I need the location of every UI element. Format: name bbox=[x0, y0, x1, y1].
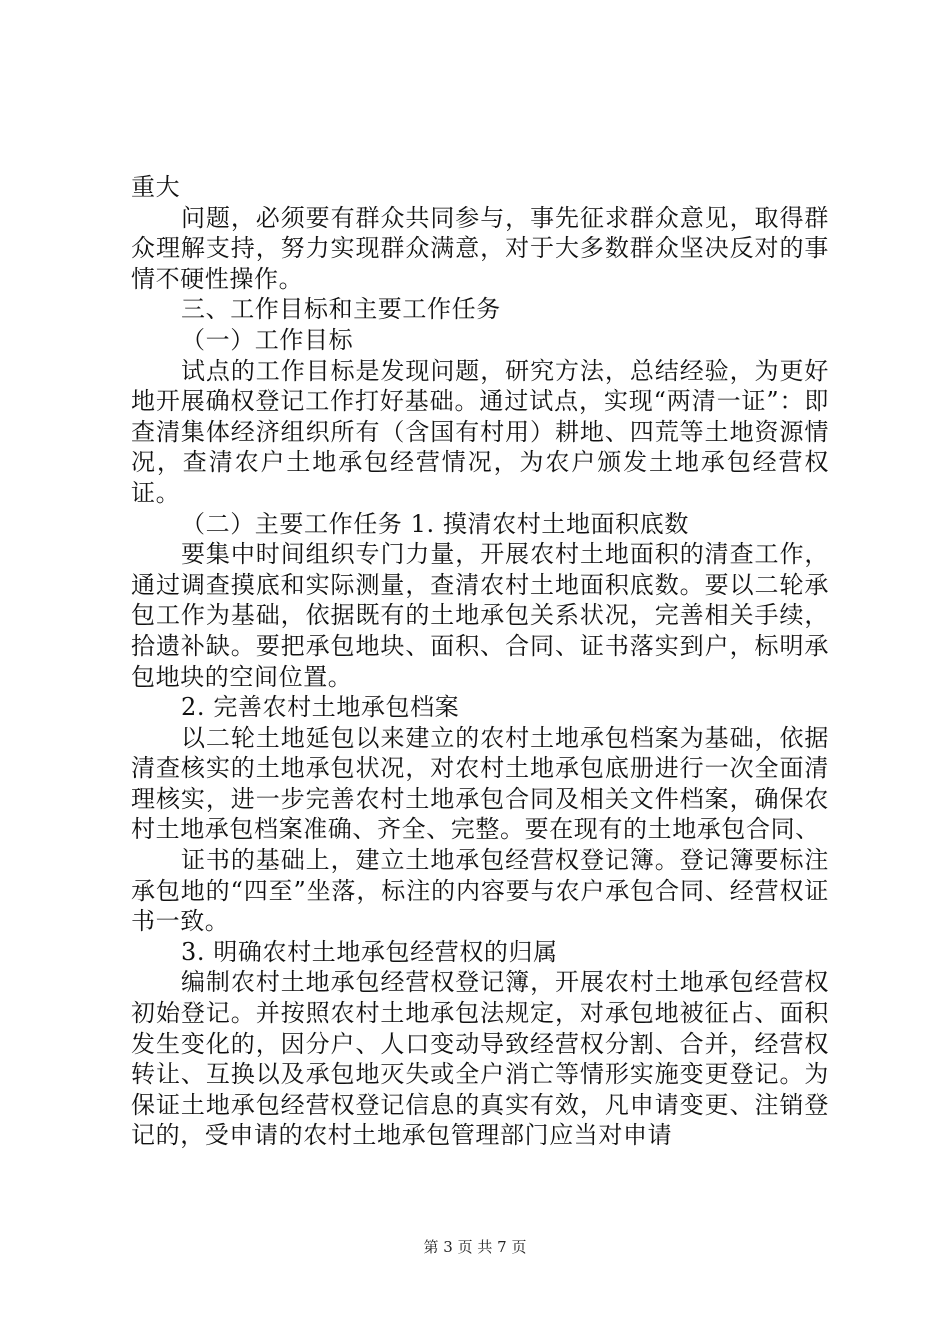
paragraph: 以二轮土地延包以来建立的农村土地承包档案为基础，依据清查核实的土地承包状况，对农村土地承包底册进行一次全面清理核实，进一步完善农村土地承包合同及相关文件档案，确保农村土地承包档案准确、齐全、完整。要在现有的土地承包合同、 bbox=[131, 723, 829, 844]
paragraph: 试点的工作目标是发现问题，研究方法，总结经验，为更好地开展确权登记工作打好基础。通过试点，实现“两清一证”：即查清集体经济组织所有（含国有村用）耕地、四荒等土地资源情况，查清农户土地承包经营情况，为农户颁发土地承包经营权证。 bbox=[131, 356, 829, 507]
paragraph: （二）主要工作任务 1. 摸清农村土地面积底数 bbox=[181, 509, 689, 538]
paragraph: 2. 完善农村土地承包档案 bbox=[181, 693, 460, 722]
paragraph: 三、工作目标和主要工作任务 bbox=[181, 295, 501, 324]
page-footer: 第 3 页 共 7 页 bbox=[423, 1238, 527, 1256]
paragraph: （一）工作目标 bbox=[181, 325, 354, 354]
paragraph: 编制农村土地承包经营权登记簿，开展农村土地承包经营权初始登记。并按照农村土地承包法规定，对承包地被征占、面积发生变化的，因分户、人口变动导致经营权分割、合并，经营权转让、互换以及承包地灭失或全户消亡等情形实施变更登记。为保证土地承包经营权登记信息的真实有效，凡申请变更、注销登记的，受申请的农村土地承包管理部门应当对申请 bbox=[131, 968, 829, 1150]
document-body bbox=[131, 172, 829, 1151]
paragraph: 问题，必须要有群众共同参与，事先征求群众意见，取得群众理解支持，努力实现群众满意，对于大多数群众坚决反对的事情不硬性操作。 bbox=[131, 203, 829, 293]
paragraph: 要集中时间组织专门力量，开展农村土地面积的清查工作，通过调查摸底和实际测量，查清农村土地面积底数。要以二轮承包工作为基础，依据既有的土地承包关系状况，完善相关手续，拾遗补缺。要把承包地块、面积、合同、证书落实到户，标明承包地块的空间位置。 bbox=[131, 540, 829, 691]
paragraph: 重大 bbox=[131, 173, 181, 201]
paragraph: 证书的基础上，建立土地承包经营权登记簿。登记簿要标注承包地的“四至”坐落，标注的内容要与农户承包合同、经营权证书一致。 bbox=[131, 846, 829, 936]
paragraph: 3. 明确农村土地承包经营权的归属 bbox=[181, 937, 558, 966]
